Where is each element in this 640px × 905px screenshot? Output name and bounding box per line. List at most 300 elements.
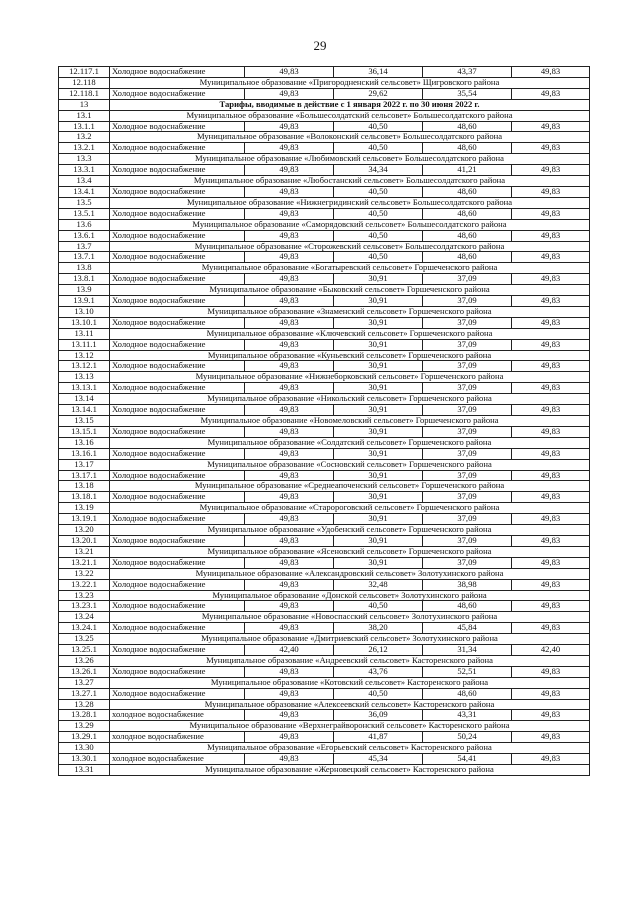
row-code: 13.5 <box>59 197 110 208</box>
tariff-value-v1: 49,83 <box>245 405 334 416</box>
municipality-row <box>59 481 590 492</box>
municipality-row <box>59 459 590 470</box>
tariff-value-v4: 49,83 <box>512 448 590 459</box>
tariff-value-v4: 49,83 <box>512 230 590 241</box>
tariff-row <box>59 623 590 634</box>
section-header-row <box>59 99 590 110</box>
tariff-value-v3: 37,09 <box>423 557 512 568</box>
row-code: 13.13 <box>59 372 110 383</box>
municipality-name: Муниципальное образование «Александровский сельсовет» Золотухинского района <box>110 568 590 579</box>
row-code: 13.30.1 <box>59 754 110 765</box>
service-name: холодное водоснабжение <box>110 732 245 743</box>
tariff-value-v3: 37,09 <box>423 535 512 546</box>
municipality-name: Муниципальное образование «Котовский сельсовет» Касторенского района <box>110 677 590 688</box>
tariff-row <box>59 317 590 328</box>
service-name: Холодное водоснабжение <box>110 514 245 525</box>
service-name: Холодное водоснабжение <box>110 557 245 568</box>
municipality-name: Муниципальное образование «Новоспасский сельсовет» Золотухинского района <box>110 612 590 623</box>
tariff-row <box>59 514 590 525</box>
tariff-value-v3: 43,31 <box>423 710 512 721</box>
tariff-row <box>59 754 590 765</box>
tariff-value-v1: 49,83 <box>245 186 334 197</box>
tariff-row <box>59 208 590 219</box>
tariff-value-v3: 38,98 <box>423 579 512 590</box>
municipality-row <box>59 372 590 383</box>
row-code: 13.31 <box>59 765 110 776</box>
tariff-value-v1: 49,83 <box>245 208 334 219</box>
municipality-name: Муниципальное образование «Андреевский сельсовет» Касторенского района <box>110 655 590 666</box>
row-code: 13.20.1 <box>59 535 110 546</box>
tariff-value-v3: 45,84 <box>423 623 512 634</box>
service-name: Холодное водоснабжение <box>110 405 245 416</box>
row-code: 13.23.1 <box>59 601 110 612</box>
tariff-value-v4: 49,83 <box>512 405 590 416</box>
tariff-value-v4: 49,83 <box>512 492 590 503</box>
tariff-value-v2: 45,34 <box>334 754 423 765</box>
service-name: Холодное водоснабжение <box>110 165 245 176</box>
row-code: 13.26.1 <box>59 666 110 677</box>
tariff-row <box>59 688 590 699</box>
tariff-value-v2: 30,91 <box>334 361 423 372</box>
tariff-row <box>59 143 590 154</box>
row-code: 13.15 <box>59 416 110 427</box>
row-code: 13.21 <box>59 546 110 557</box>
row-code: 13.19.1 <box>59 514 110 525</box>
tariff-value-v4: 49,83 <box>512 317 590 328</box>
tariff-value-v4: 49,83 <box>512 143 590 154</box>
row-code: 13.25 <box>59 634 110 645</box>
tariff-value-v3: 48,60 <box>423 121 512 132</box>
service-name: Холодное водоснабжение <box>110 208 245 219</box>
service-name: Холодное водоснабжение <box>110 252 245 263</box>
tariff-value-v3: 37,09 <box>423 317 512 328</box>
municipality-name: Муниципальное образование «Любостанский сельсовет» Большесолдатского района <box>110 176 590 187</box>
municipality-name: Муниципальное образование «Сосновский сельсовет» Горшеченского района <box>110 459 590 470</box>
tariff-value-v2: 30,91 <box>334 426 423 437</box>
tariff-value-v1: 49,83 <box>245 296 334 307</box>
tariff-value-v4: 49,83 <box>512 514 590 525</box>
row-code: 13.6.1 <box>59 230 110 241</box>
tariff-value-v2: 34,34 <box>334 165 423 176</box>
tariff-value-v2: 30,91 <box>334 274 423 285</box>
row-code: 13.17 <box>59 459 110 470</box>
municipality-name: Муниципальное образование «Верхнеграйворонский сельсовет» Касторенского района <box>110 721 590 732</box>
row-code: 13.29.1 <box>59 732 110 743</box>
tariff-value-v1: 49,83 <box>245 514 334 525</box>
municipality-name: Муниципальное образование «Жерновецкий сельсовет» Касторенского района <box>110 765 590 776</box>
row-code: 13.22.1 <box>59 579 110 590</box>
municipality-name: Муниципальное образование «Старороговский сельсовет» Горшеченского района <box>110 503 590 514</box>
tariff-value-v4: 49,83 <box>512 557 590 568</box>
municipality-name: Муниципальное образование «Любимовский сельсовет» Большесолдатского района <box>110 154 590 165</box>
tariff-value-v3: 37,09 <box>423 470 512 481</box>
municipality-row <box>59 437 590 448</box>
tariff-value-v4: 49,83 <box>512 470 590 481</box>
row-code: 13.13.1 <box>59 383 110 394</box>
tariff-value-v2: 30,91 <box>334 296 423 307</box>
tariff-row <box>59 383 590 394</box>
row-code: 13.3 <box>59 154 110 165</box>
row-code: 13.29 <box>59 721 110 732</box>
row-code: 13.23 <box>59 590 110 601</box>
tariff-row <box>59 448 590 459</box>
tariff-value-v4: 49,83 <box>512 361 590 372</box>
tariff-value-v1: 49,83 <box>245 688 334 699</box>
municipality-name: Муниципальное образование «Саморядовский сельсовет» Большесолдатского района <box>110 219 590 230</box>
row-code: 13.4.1 <box>59 186 110 197</box>
tariff-value-v4: 49,83 <box>512 339 590 350</box>
service-name: холодное водоснабжение <box>110 710 245 721</box>
row-code: 13.19 <box>59 503 110 514</box>
tariff-value-v3: 54,41 <box>423 754 512 765</box>
tariff-value-v4: 49,83 <box>512 186 590 197</box>
row-code: 13.15.1 <box>59 426 110 437</box>
tariff-value-v4: 49,83 <box>512 252 590 263</box>
service-name: Холодное водоснабжение <box>110 383 245 394</box>
tariff-value-v4: 49,83 <box>512 601 590 612</box>
municipality-name: Муниципальное образование «Солдатский сельсовет» Горшеченского района <box>110 437 590 448</box>
row-code: 13.8.1 <box>59 274 110 285</box>
tariff-row <box>59 361 590 372</box>
tariff-value-v2: 43,76 <box>334 666 423 677</box>
tariff-value-v2: 41,87 <box>334 732 423 743</box>
municipality-name: Муниципальное образование «Дмитриевский сельсовет» Золотухинского района <box>110 634 590 645</box>
tariff-table <box>58 66 590 776</box>
tariff-value-v1: 49,83 <box>245 88 334 99</box>
tariff-value-v4: 49,83 <box>512 732 590 743</box>
service-name: Холодное водоснабжение <box>110 623 245 634</box>
row-code: 13.24.1 <box>59 623 110 634</box>
row-code: 13.9.1 <box>59 296 110 307</box>
municipality-row <box>59 655 590 666</box>
row-code: 13.26 <box>59 655 110 666</box>
tariff-row <box>59 579 590 590</box>
municipality-name: Муниципальное образование «Удобенский сельсовет» Горшеченского района <box>110 525 590 536</box>
row-code: 12.118 <box>59 77 110 88</box>
row-code: 13.2.1 <box>59 143 110 154</box>
service-name: Холодное водоснабжение <box>110 492 245 503</box>
tariff-value-v1: 49,83 <box>245 470 334 481</box>
municipality-name: Муниципальное образование «Нижнеборковский сельсовет» Горшеченского района <box>110 372 590 383</box>
tariff-value-v1: 49,83 <box>245 754 334 765</box>
municipality-name: Муниципальное образование «Нижнегридинский сельсовет» Большесолдатского района <box>110 197 590 208</box>
municipality-row <box>59 176 590 187</box>
tariff-value-v3: 48,60 <box>423 601 512 612</box>
municipality-row <box>59 77 590 88</box>
row-code: 13.12.1 <box>59 361 110 372</box>
service-name: Холодное водоснабжение <box>110 535 245 546</box>
municipality-name: Муниципальное образование «Ясеновский сельсовет» Горшеченского района <box>110 546 590 557</box>
service-name: Холодное водоснабжение <box>110 296 245 307</box>
tariff-value-v1: 49,83 <box>245 579 334 590</box>
row-code: 13.16 <box>59 437 110 448</box>
tariff-value-v3: 43,37 <box>423 67 512 78</box>
tariff-row <box>59 165 590 176</box>
tariff-value-v1: 49,83 <box>245 121 334 132</box>
tariff-value-v3: 37,09 <box>423 492 512 503</box>
tariff-value-v4: 49,83 <box>512 754 590 765</box>
municipality-row <box>59 263 590 274</box>
municipality-row <box>59 765 590 776</box>
municipality-row <box>59 110 590 121</box>
municipality-row <box>59 394 590 405</box>
service-name: Холодное водоснабжение <box>110 186 245 197</box>
municipality-name: Муниципальное образование «Пригородненский сельсовет» Щигровского района <box>110 77 590 88</box>
tariff-row <box>59 710 590 721</box>
tariff-value-v4: 49,83 <box>512 579 590 590</box>
row-code: 13.14.1 <box>59 405 110 416</box>
tariff-value-v4: 49,83 <box>512 383 590 394</box>
municipality-row <box>59 721 590 732</box>
tariff-value-v4: 49,83 <box>512 688 590 699</box>
municipality-row <box>59 590 590 601</box>
service-name: Холодное водоснабжение <box>110 688 245 699</box>
tariff-value-v4: 49,83 <box>512 88 590 99</box>
tariff-value-v1: 49,83 <box>245 601 334 612</box>
tariff-row <box>59 186 590 197</box>
tariff-value-v2: 30,91 <box>334 383 423 394</box>
row-code: 13.11 <box>59 328 110 339</box>
row-code: 13 <box>59 99 110 110</box>
tariff-value-v1: 49,83 <box>245 535 334 546</box>
row-code: 13.2 <box>59 132 110 143</box>
municipality-name: Муниципальное образование «Куньевский сельсовет» Горшеченского района <box>110 350 590 361</box>
row-code: 13.18 <box>59 481 110 492</box>
municipality-row <box>59 677 590 688</box>
tariff-value-v2: 29,62 <box>334 88 423 99</box>
tariff-value-v3: 48,60 <box>423 230 512 241</box>
municipality-row <box>59 306 590 317</box>
municipality-row <box>59 743 590 754</box>
tariff-row <box>59 666 590 677</box>
tariff-value-v3: 37,09 <box>423 274 512 285</box>
row-code: 13.5.1 <box>59 208 110 219</box>
row-code: 13.8 <box>59 263 110 274</box>
tariff-value-v3: 52,51 <box>423 666 512 677</box>
service-name: Холодное водоснабжение <box>110 579 245 590</box>
service-name: Холодное водоснабжение <box>110 426 245 437</box>
tariff-value-v1: 49,83 <box>245 666 334 677</box>
tariff-value-v4: 49,83 <box>512 274 590 285</box>
municipality-name: Муниципальное образование «Волоконский сельсовет» Большесолдатского района <box>110 132 590 143</box>
row-code: 13.16.1 <box>59 448 110 459</box>
tariff-value-v4: 49,83 <box>512 67 590 78</box>
tariff-value-v1: 49,83 <box>245 557 334 568</box>
municipality-name: Муниципальное образование «Егорьевский сельсовет» Касторенского района <box>110 743 590 754</box>
municipality-row <box>59 546 590 557</box>
tariff-table-body <box>59 67 590 776</box>
tariff-value-v4: 49,83 <box>512 296 590 307</box>
municipality-name: Муниципальное образование «Алексеевский сельсовет» Касторенского района <box>110 699 590 710</box>
tariff-value-v1: 49,83 <box>245 274 334 285</box>
tariff-value-v2: 38,20 <box>334 623 423 634</box>
service-name: Холодное водоснабжение <box>110 470 245 481</box>
tariff-value-v2: 26,12 <box>334 645 423 656</box>
tariff-value-v3: 37,09 <box>423 405 512 416</box>
tariff-value-v3: 50,24 <box>423 732 512 743</box>
municipality-name: Муниципальное образование «Богатыревский сельсовет» Горшеченского района <box>110 263 590 274</box>
tariff-value-v3: 48,60 <box>423 143 512 154</box>
tariff-value-v1: 49,83 <box>245 732 334 743</box>
tariff-value-v2: 40,50 <box>334 208 423 219</box>
tariff-row <box>59 121 590 132</box>
tariff-value-v1: 49,83 <box>245 383 334 394</box>
municipality-name: Муниципальное образование «Большесолдатский сельсовет» Большесолдатского района <box>110 110 590 121</box>
service-name: Холодное водоснабжение <box>110 88 245 99</box>
tariff-row <box>59 535 590 546</box>
row-code: 13.21.1 <box>59 557 110 568</box>
tariff-value-v2: 30,91 <box>334 339 423 350</box>
row-code: 13.20 <box>59 525 110 536</box>
tariff-value-v4: 49,83 <box>512 165 590 176</box>
tariff-value-v2: 30,91 <box>334 470 423 481</box>
row-code: 12.118.1 <box>59 88 110 99</box>
municipality-row <box>59 328 590 339</box>
tariff-value-v2: 30,91 <box>334 405 423 416</box>
tariff-value-v4: 42,40 <box>512 645 590 656</box>
municipality-row <box>59 568 590 579</box>
tariff-row <box>59 470 590 481</box>
municipality-row <box>59 154 590 165</box>
tariff-value-v1: 49,83 <box>245 426 334 437</box>
tariff-value-v1: 49,83 <box>245 143 334 154</box>
municipality-name: Муниципальное образование «Никольский сельсовет» Горшеченского района <box>110 394 590 405</box>
municipality-name: Муниципальное образование «Среднеапоченский сельсовет» Горшеченского района <box>110 481 590 492</box>
row-code: 13.28.1 <box>59 710 110 721</box>
tariff-value-v2: 40,50 <box>334 688 423 699</box>
row-code: 13.30 <box>59 743 110 754</box>
row-code: 13.27.1 <box>59 688 110 699</box>
service-name: холодное водоснабжение <box>110 754 245 765</box>
tariff-value-v1: 42,40 <box>245 645 334 656</box>
tariff-value-v2: 30,91 <box>334 317 423 328</box>
tariff-value-v2: 40,50 <box>334 143 423 154</box>
tariff-value-v4: 49,83 <box>512 710 590 721</box>
tariff-row <box>59 67 590 78</box>
tariff-value-v1: 49,83 <box>245 361 334 372</box>
tariff-value-v2: 36,09 <box>334 710 423 721</box>
tariff-value-v2: 40,50 <box>334 601 423 612</box>
tariff-value-v4: 49,83 <box>512 426 590 437</box>
row-code: 13.1.1 <box>59 121 110 132</box>
tariff-value-v2: 30,91 <box>334 514 423 525</box>
tariff-value-v3: 37,09 <box>423 339 512 350</box>
tariff-row <box>59 252 590 263</box>
municipality-name: Муниципальное образование «Быковский сельсовет» Горшеченского района <box>110 285 590 296</box>
tariff-value-v3: 48,60 <box>423 208 512 219</box>
tariff-row <box>59 601 590 612</box>
municipality-name: Муниципальное образование «Новомеловский сельсовет» Горшеченского района <box>110 416 590 427</box>
row-code: 13.7 <box>59 241 110 252</box>
tariff-value-v2: 30,91 <box>334 492 423 503</box>
tariff-value-v3: 48,60 <box>423 186 512 197</box>
tariff-row <box>59 645 590 656</box>
row-code: 13.6 <box>59 219 110 230</box>
municipality-row <box>59 699 590 710</box>
service-name: Холодное водоснабжение <box>110 645 245 656</box>
municipality-name: Муниципальное образование «Ключевский сельсовет» Горшеченского района <box>110 328 590 339</box>
tariff-value-v1: 49,83 <box>245 339 334 350</box>
municipality-name: Муниципальное образование «Знаменский сельсовет» Горшеченского района <box>110 306 590 317</box>
tariff-value-v1: 49,83 <box>245 492 334 503</box>
row-code: 13.17.1 <box>59 470 110 481</box>
row-code: 13.10 <box>59 306 110 317</box>
tariff-value-v3: 37,09 <box>423 448 512 459</box>
tariff-value-v1: 49,83 <box>245 252 334 263</box>
tariff-value-v2: 30,91 <box>334 448 423 459</box>
page-number: 29 <box>313 38 327 53</box>
service-name: Холодное водоснабжение <box>110 121 245 132</box>
tariff-value-v1: 49,83 <box>245 230 334 241</box>
tariff-value-v3: 48,60 <box>423 688 512 699</box>
municipality-row <box>59 219 590 230</box>
tariff-value-v2: 40,50 <box>334 186 423 197</box>
municipality-row <box>59 285 590 296</box>
tariff-value-v3: 35,54 <box>423 88 512 99</box>
row-code: 13.25.1 <box>59 645 110 656</box>
municipality-row <box>59 350 590 361</box>
tariff-value-v4: 49,83 <box>512 121 590 132</box>
tariff-row <box>59 88 590 99</box>
tariff-value-v4: 49,83 <box>512 208 590 219</box>
tariff-row <box>59 405 590 416</box>
service-name: Холодное водоснабжение <box>110 601 245 612</box>
service-name: Холодное водоснабжение <box>110 666 245 677</box>
municipality-name: Муниципальное образование «Донской сельсовет» Золотухинского района <box>110 590 590 601</box>
row-code: 13.11.1 <box>59 339 110 350</box>
row-code: 13.28 <box>59 699 110 710</box>
tariff-value-v1: 49,83 <box>245 710 334 721</box>
tariff-row <box>59 274 590 285</box>
tariff-value-v1: 49,83 <box>245 165 334 176</box>
municipality-row <box>59 197 590 208</box>
tariff-value-v3: 37,09 <box>423 514 512 525</box>
service-name: Холодное водоснабжение <box>110 143 245 154</box>
tariff-value-v1: 49,83 <box>245 623 334 634</box>
tariff-value-v3: 37,09 <box>423 426 512 437</box>
tariff-row <box>59 339 590 350</box>
tariff-row <box>59 732 590 743</box>
municipality-name: Муниципальное образование «Сторожевский сельсовет» Большесолдатского района <box>110 241 590 252</box>
tariff-value-v4: 49,83 <box>512 535 590 546</box>
tariff-value-v2: 30,91 <box>334 535 423 546</box>
tariff-value-v3: 37,09 <box>423 296 512 307</box>
tariff-row <box>59 230 590 241</box>
tariff-row <box>59 492 590 503</box>
row-code: 13.27 <box>59 677 110 688</box>
tariff-value-v2: 40,50 <box>334 230 423 241</box>
service-name: Холодное водоснабжение <box>110 274 245 285</box>
service-name: Холодное водоснабжение <box>110 67 245 78</box>
row-code: 12.117.1 <box>59 67 110 78</box>
service-name: Холодное водоснабжение <box>110 339 245 350</box>
tariff-value-v2: 40,50 <box>334 252 423 263</box>
municipality-row <box>59 416 590 427</box>
row-code: 13.3.1 <box>59 165 110 176</box>
municipality-row <box>59 525 590 536</box>
section-title: Тарифы, вводимые в действие с 1 января 2022 г. по 30 июня 2022 г. <box>110 99 590 110</box>
tariff-value-v3: 41,21 <box>423 165 512 176</box>
row-code: 13.18.1 <box>59 492 110 503</box>
tariff-value-v3: 37,09 <box>423 361 512 372</box>
tariff-value-v1: 49,83 <box>245 448 334 459</box>
tariff-value-v2: 32,48 <box>334 579 423 590</box>
tariff-value-v2: 30,91 <box>334 557 423 568</box>
service-name: Холодное водоснабжение <box>110 448 245 459</box>
row-code: 13.9 <box>59 285 110 296</box>
tariff-value-v3: 48,60 <box>423 252 512 263</box>
municipality-row <box>59 241 590 252</box>
